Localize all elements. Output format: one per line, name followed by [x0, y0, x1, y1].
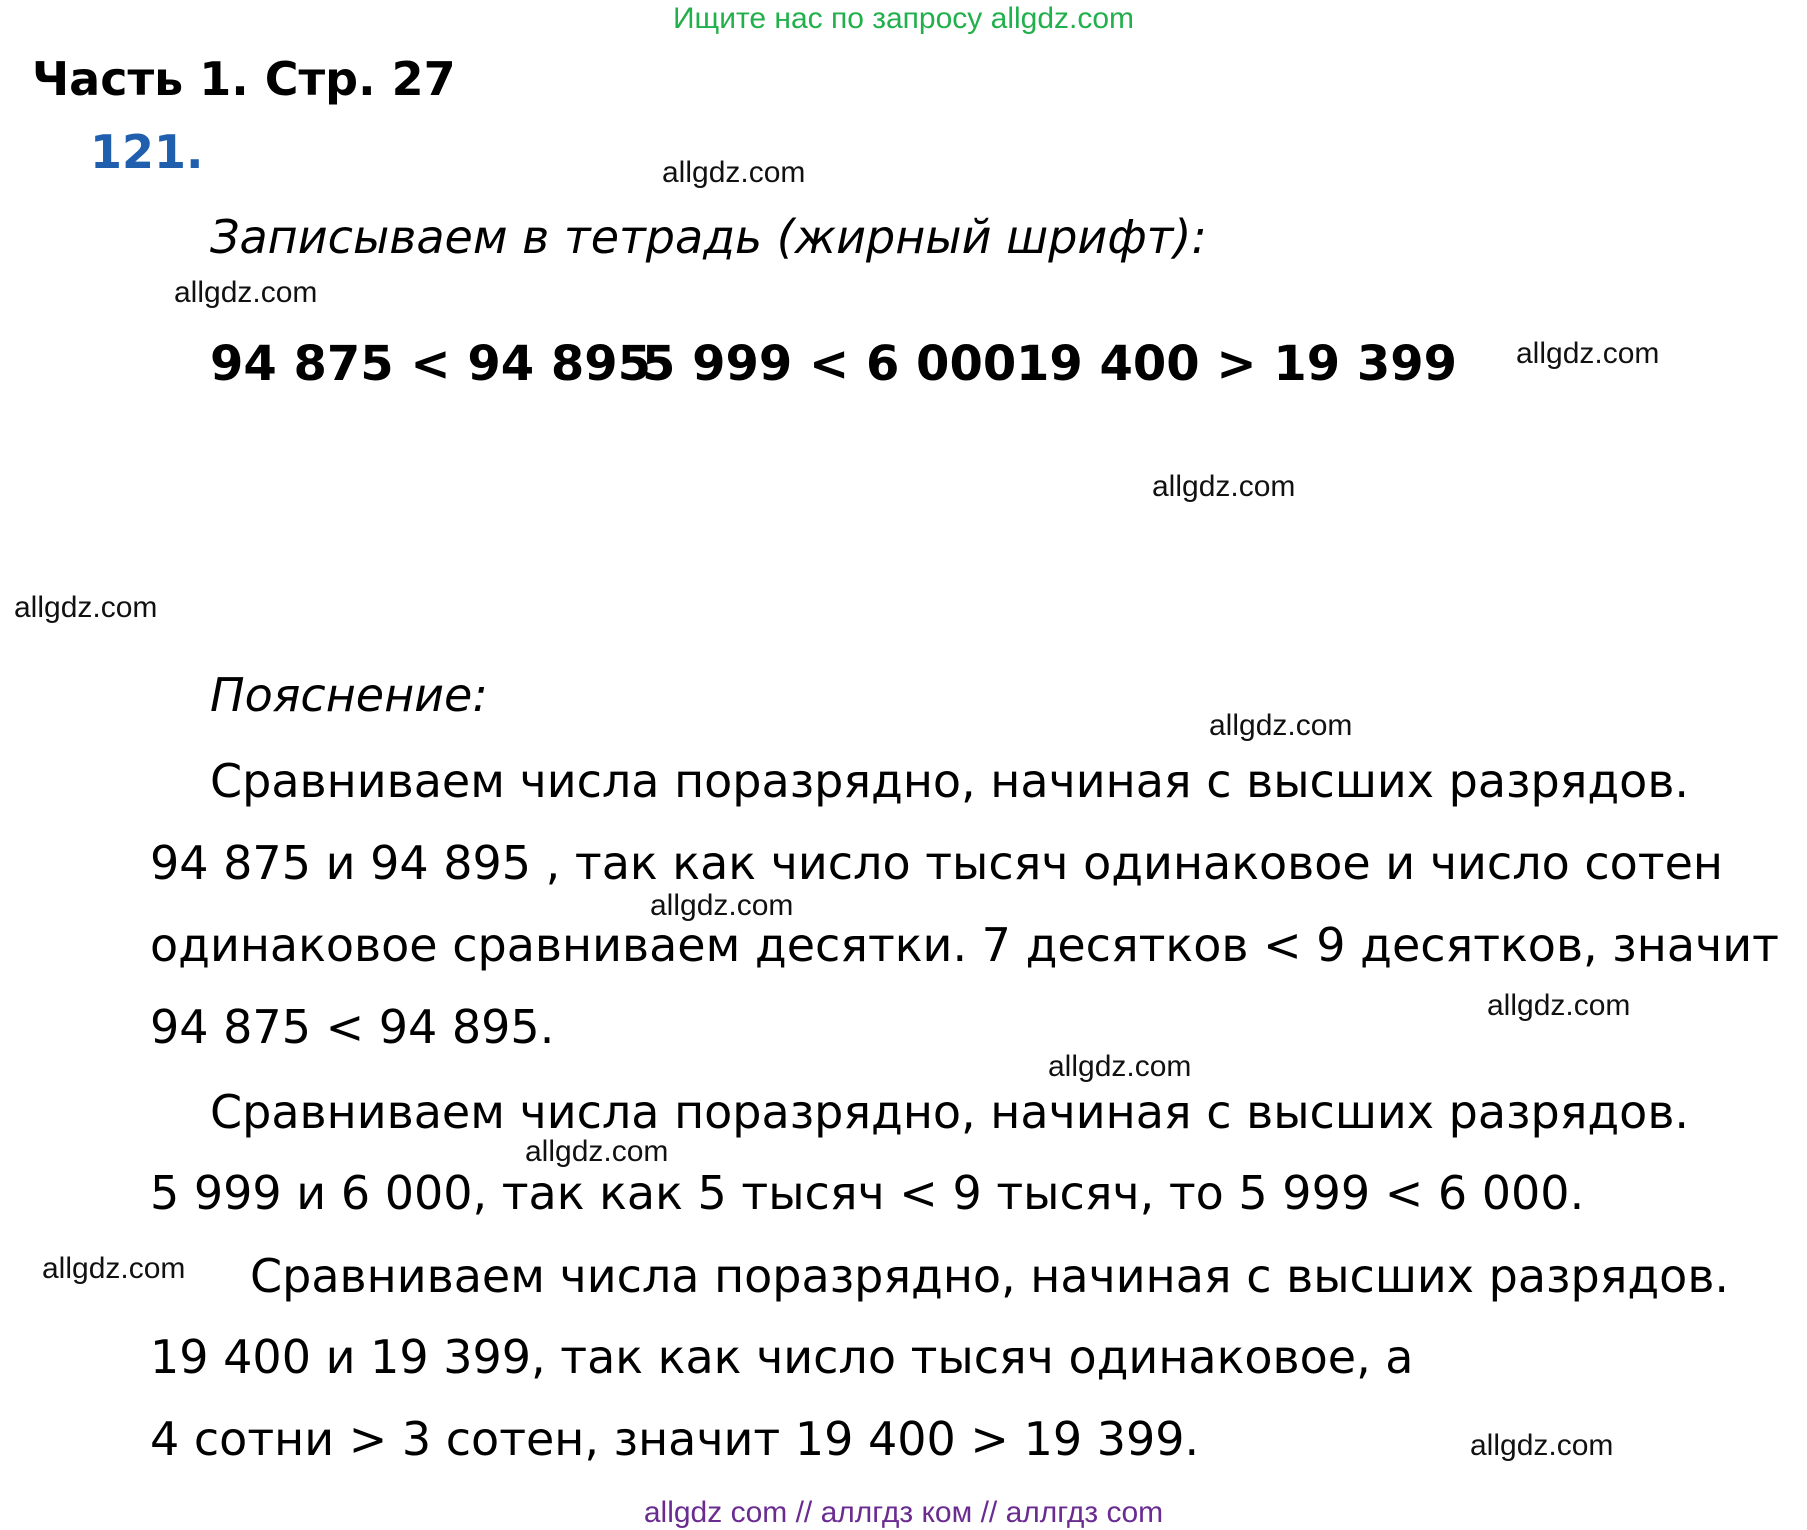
answer-1: 94 875 < 94 895: [210, 336, 652, 392]
explanation-line-8: 19 400 и 19 399, так как число тысяч одинаковое, а: [150, 1330, 1414, 1384]
explanation-line-9: 4 сотни > 3 сотен, значит 19 400 > 19 399.: [150, 1412, 1200, 1466]
explanation-line-2: 94 875 и 94 895 , так как число тысяч одинаковое и число сотен: [150, 836, 1723, 890]
watermark: allgdz.com: [1048, 1050, 1192, 1083]
watermark: allgdz.com: [1470, 1429, 1614, 1462]
explanation-line-1: Сравниваем числа поразрядно, начиная с высших разрядов.: [210, 754, 1690, 808]
explanation-line-3: одинаковое сравниваем десятки. 7 десятков < 9 десятков, значит: [150, 918, 1779, 972]
task-number: 121.: [90, 125, 204, 179]
watermark: allgdz.com: [174, 276, 318, 309]
answer-3: 19 400 > 19 399: [1016, 336, 1458, 392]
watermark: allgdz.com: [1152, 470, 1296, 503]
explanation-line-6: 5 999 и 6 000, так как 5 тысяч < 9 тысяч, то 5 999 < 6 000.: [150, 1166, 1585, 1220]
watermark: allgdz.com: [525, 1135, 669, 1168]
explanation-line-7: Сравниваем числа поразрядно, начиная с высших разрядов.: [250, 1249, 1730, 1303]
search-banner: Ищите нас по запросу allgdz.com: [672, 2, 1135, 35]
watermark: allgdz.com: [14, 591, 158, 624]
watermark: allgdz.com: [1487, 989, 1631, 1022]
watermark: allgdz.com: [1516, 337, 1660, 370]
watermark: allgdz.com: [662, 156, 806, 189]
watermark: allgdz.com: [1209, 709, 1353, 742]
explanation-line-5: Сравниваем числа поразрядно, начиная с высших разрядов.: [210, 1085, 1690, 1139]
explanation-line-4: 94 875 < 94 895.: [150, 1000, 555, 1054]
page-title: Часть 1. Стр. 27: [32, 52, 456, 106]
footer-watermark: allgdz com // аллгдз ком // аллгдз com: [643, 1496, 1164, 1529]
answer-2: 5 999 < 6 000: [642, 336, 1017, 392]
watermark: allgdz.com: [42, 1252, 186, 1285]
watermark: allgdz.com: [650, 889, 794, 922]
instruction-heading: Записываем в тетрадь (жирный шрифт):: [210, 210, 1207, 264]
explanation-heading: Пояснение:: [210, 668, 488, 722]
